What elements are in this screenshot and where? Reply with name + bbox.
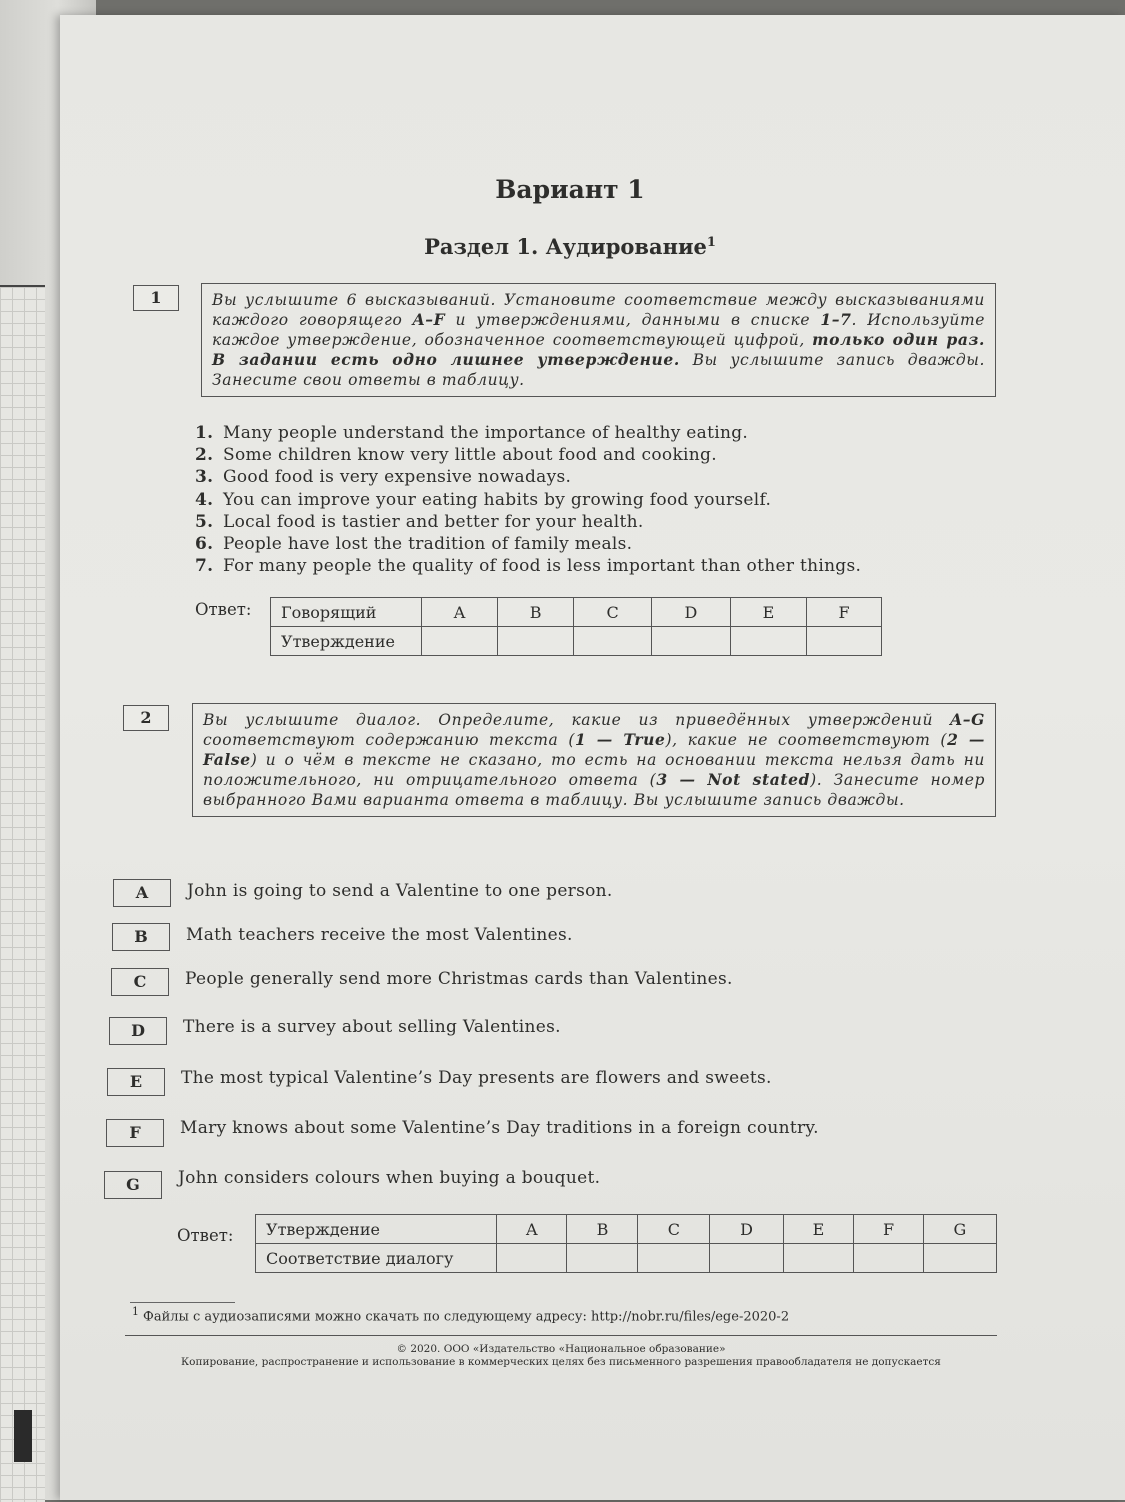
- instr-bold: только один раз. В задании есть одно лишнее утверждение.: [212, 330, 985, 369]
- statement-letter-b: B: [112, 923, 170, 951]
- statement-letter-e: E: [107, 1068, 165, 1096]
- footnote-ref: 1: [706, 235, 716, 250]
- instr-text: ), какие не соответствуют (: [665, 731, 948, 749]
- page-tab: [14, 1410, 32, 1462]
- instr-bold: 3 — Not stated: [656, 770, 811, 789]
- statement-text: John is going to send a Valentine to one person.: [187, 881, 613, 901]
- copyright-notice: Копирование, распространение и использование в коммерческих целях без письменного разрешения правообладателя не допускается: [181, 1356, 941, 1368]
- item-text: Some children know very little about food and cooking.: [223, 445, 717, 466]
- item-number: 6.: [195, 534, 214, 555]
- item-number: 5.: [195, 511, 214, 532]
- instr-bold: 2 — False: [203, 730, 985, 769]
- answer-cell[interactable]: [783, 1244, 854, 1273]
- item-number: 2.: [195, 445, 214, 466]
- table-row: [256, 1215, 997, 1244]
- answer-cell[interactable]: [651, 627, 730, 656]
- column-header: F: [854, 1215, 924, 1244]
- task-2-number: 2: [123, 705, 169, 731]
- statement-letter-f: F: [106, 1119, 164, 1147]
- answer-cell[interactable]: [807, 627, 882, 656]
- table-row: [271, 627, 882, 656]
- list-item: [195, 422, 861, 444]
- instr-text: Вы услышите запись дважды. Занесите свои ответы в таблицу.: [212, 351, 986, 389]
- footnote-divider: [130, 1302, 235, 1303]
- footnote-mark: 1: [132, 1305, 139, 1318]
- instr-bold: A–G: [950, 710, 985, 729]
- statement-letter-a: A: [113, 879, 171, 907]
- item-number: 4.: [195, 489, 214, 510]
- instr-text: ) и о чём в тексте не сказано, то есть на основании текста нельзя дать ни положительного, ни отрицательного ответа (: [203, 751, 985, 789]
- section-title: [0, 234, 1125, 259]
- answer-cell[interactable]: [574, 627, 652, 656]
- task-2-answer-label: Ответ:: [177, 1226, 234, 1245]
- task-1-instruction: [201, 283, 996, 397]
- column-header: A: [422, 598, 498, 627]
- item-text: For many people the quality of food is less important than other things.: [223, 556, 862, 577]
- column-header: G: [923, 1215, 996, 1244]
- task-1-number: 1: [133, 285, 179, 311]
- statement-letter-g: G: [104, 1171, 162, 1199]
- statement-letter-c: C: [111, 968, 169, 996]
- column-header: D: [710, 1215, 783, 1244]
- instr-text: ). Занесите номер выбранного Вами варианта ответа в таблицу. Вы услышите запись дважды.: [203, 771, 985, 809]
- column-header: A: [497, 1215, 567, 1244]
- instr-bold: 1–7: [820, 310, 852, 329]
- row-label: Соответствие диалогу: [256, 1244, 497, 1273]
- item-text: Local food is tastier and better for your health.: [223, 511, 644, 532]
- table-row: [256, 1244, 997, 1273]
- statement-text: People generally send more Christmas cards than Valentines.: [185, 969, 733, 989]
- statement-letter-d: D: [109, 1017, 167, 1045]
- grid-paper-strip: [0, 285, 45, 1502]
- task-1-answer-label: Ответ:: [195, 600, 252, 619]
- answer-cell[interactable]: [638, 1244, 710, 1273]
- task-2-answer-table: [255, 1214, 997, 1273]
- column-header: B: [567, 1215, 638, 1244]
- answer-cell[interactable]: [422, 627, 498, 656]
- list-item: [195, 489, 861, 511]
- item-number: 1.: [195, 423, 214, 443]
- instr-bold: A–F: [412, 310, 446, 329]
- list-item: [195, 533, 861, 555]
- answer-cell[interactable]: [497, 627, 573, 656]
- instr-bold: 1 — True: [574, 730, 666, 749]
- instr-text: Вы услышите 6 высказываний. Установите соответствие между высказываниями каждого говорящего: [212, 291, 985, 329]
- list-item: [195, 555, 861, 577]
- statement-text: The most typical Valentine’s Day presents are flowers and sweets.: [181, 1068, 772, 1088]
- list-item: [195, 466, 861, 488]
- list-item: [195, 511, 861, 533]
- section-title-text: Раздел 1. Аудирование: [424, 234, 707, 259]
- answer-cell[interactable]: [854, 1244, 924, 1273]
- column-header: D: [651, 598, 730, 627]
- instr-text: и утверждениями, данными в списке: [445, 311, 821, 329]
- footnote: [132, 1305, 789, 1324]
- answer-cell[interactable]: [567, 1244, 638, 1273]
- column-header: F: [807, 598, 882, 627]
- column-header: C: [574, 598, 652, 627]
- task-2-instruction: [192, 703, 996, 817]
- item-number: 7.: [195, 556, 214, 577]
- answer-cell[interactable]: [730, 627, 806, 656]
- item-text: Many people understand the importance of healthy eating.: [223, 423, 749, 443]
- row-label: Утверждение: [271, 627, 422, 656]
- column-header: C: [638, 1215, 710, 1244]
- copyright-line: © 2020. ООО «Издательство «Национальное образование»: [396, 1343, 726, 1355]
- row-label: Говорящий: [271, 598, 422, 627]
- task-1-statement-list: [195, 422, 861, 577]
- variant-title: Вариант 1: [495, 175, 645, 204]
- column-header: B: [497, 598, 573, 627]
- task-1-answer-table: [270, 597, 882, 656]
- instr-text: Вы услышите диалог. Определите, какие из приведённых утверждений: [203, 711, 951, 729]
- footnote-text: Файлы с аудиозаписями можно скачать по следующему адресу: http://nobr.ru/files/ege-2020-2: [143, 1309, 790, 1325]
- instr-text: соответствуют содержанию текста (: [203, 731, 575, 749]
- statement-text: There is a survey about selling Valentines.: [183, 1017, 561, 1037]
- item-text: Good food is very expensive nowadays.: [223, 467, 572, 488]
- answer-cell[interactable]: [497, 1244, 567, 1273]
- instr-text: . Используйте каждое утверждение, обозначенное соответствующей цифрой,: [212, 311, 986, 349]
- item-number: 3.: [195, 467, 214, 488]
- list-item: [195, 444, 861, 466]
- answer-cell[interactable]: [923, 1244, 996, 1273]
- column-header: E: [783, 1215, 854, 1244]
- row-label: Утверждение: [256, 1215, 497, 1244]
- statement-text: John considers colours when buying a bouquet.: [178, 1168, 601, 1188]
- footer-divider: [125, 1335, 997, 1336]
- answer-cell[interactable]: [710, 1244, 783, 1273]
- statement-text: Mary knows about some Valentine’s Day traditions in a foreign country.: [180, 1118, 819, 1138]
- column-header: E: [730, 598, 806, 627]
- item-text: You can improve your eating habits by growing food yourself.: [223, 489, 772, 510]
- table-row: [271, 598, 882, 627]
- statement-text: Math teachers receive the most Valentines.: [186, 925, 573, 945]
- item-text: People have lost the tradition of family meals.: [223, 534, 633, 555]
